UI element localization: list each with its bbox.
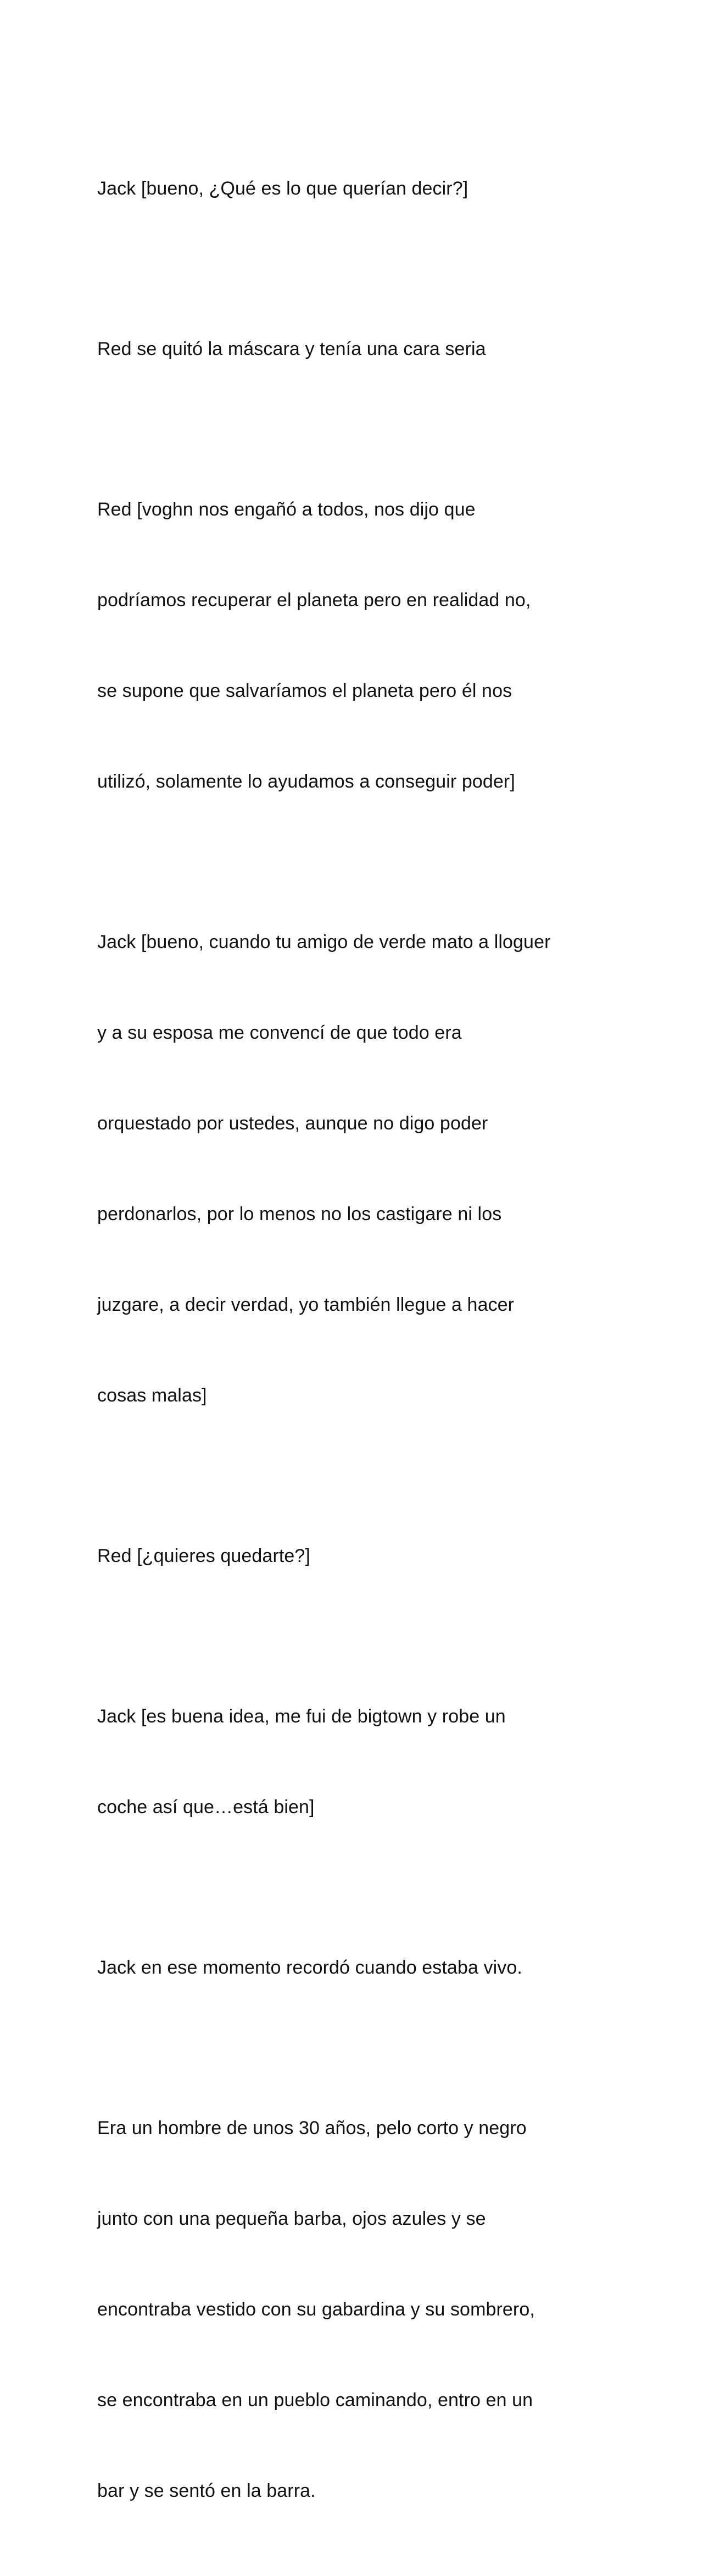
paragraph-red-stay — [97, 1481, 613, 1632]
text-line: Red [¿quieres quedarte?] — [97, 1545, 310, 1566]
text-line: Era un hombre de unos 30 años, pelo corto y negro — [97, 2118, 527, 2139]
text-line: Red se quitó la máscara y tenía una cara seria — [97, 339, 486, 359]
paragraph-description — [97, 2053, 613, 2567]
text-line: orquestado por ustedes, aunque no digo poder — [97, 1113, 488, 1134]
text-line: Jack [bueno, ¿Qué es lo que querían decir?] — [97, 178, 468, 199]
text-line: bar y se sentó en la barra. — [97, 2480, 316, 2501]
text-line: perdonarlos, por lo menos no los castigare ni los — [97, 1204, 502, 1225]
paragraph-jack-remembered — [97, 1892, 613, 2043]
text-line: podríamos recuperar el planeta pero en realidad no, — [97, 590, 531, 611]
text-line: Jack [es buena idea, me fui de bigtown y robe un — [97, 1706, 506, 1727]
text-line: se supone que salvaríamos el planeta pero él nos — [97, 680, 512, 701]
text-line: juzgare, a decir verdad, yo también llegue a hacer — [97, 1294, 515, 1315]
paragraph-jack-bigtown — [97, 1641, 613, 1883]
text-line: y a su esposa me convencí de que todo era — [97, 1022, 462, 1043]
document-body — [97, 113, 613, 2576]
paragraph-jack-lloguer — [97, 867, 613, 1471]
text-line: utilizó, solamente lo ayudamos a conseguir poder] — [97, 771, 515, 792]
paragraph-red-voghn — [97, 434, 613, 857]
text-line: se encontraba en un pueblo caminando, entro en un — [97, 2390, 533, 2411]
paragraph-red-mask — [97, 274, 613, 425]
text-line: Red [voghn nos engañó a todos, nos dijo que — [97, 499, 476, 520]
text-line: junto con una pequeña barba, ojos azules y se — [97, 2208, 486, 2229]
text-line: Jack en ese momento recordó cuando estaba vivo. — [97, 1957, 522, 1978]
text-line: cosas malas] — [97, 1385, 207, 1406]
text-line: coche así que…está bien] — [97, 1797, 315, 1818]
text-line: Jack [bueno, cuando tu amigo de verde mato a lloguer — [97, 932, 551, 952]
paragraph-jack-question — [97, 113, 613, 264]
text-line: encontraba vestido con su gabardina y su sombrero, — [97, 2299, 535, 2320]
